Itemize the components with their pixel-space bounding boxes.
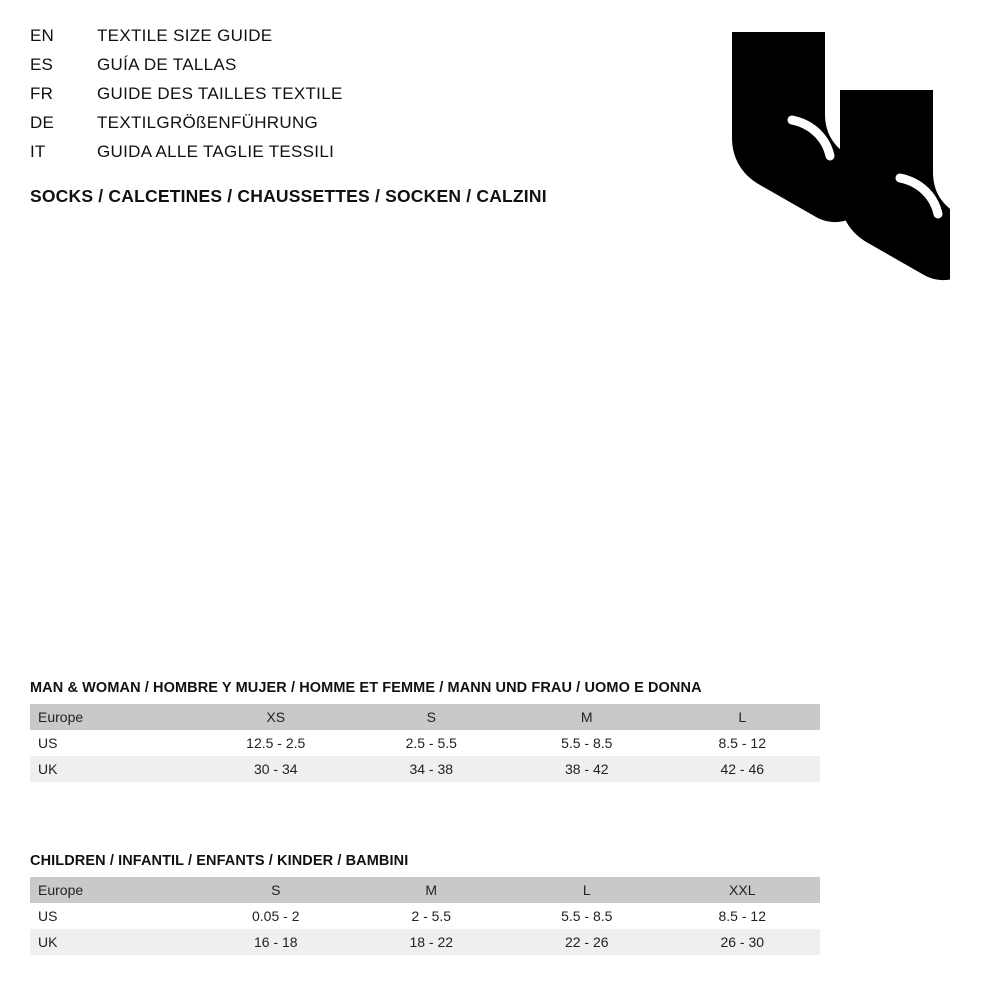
size-table-children-section [30, 853, 970, 955]
cell: S [354, 704, 510, 730]
size-table-children-title: CHILDREN / INFANTIL / ENFANTS / KINDER / BAMBINI [30, 853, 409, 869]
language-text-en: TEXTILE SIZE GUIDE [97, 26, 273, 45]
row-label: US [30, 730, 198, 756]
cell: 5.5 - 8.5 [509, 730, 665, 756]
language-code-es: ES [30, 55, 54, 74]
cell: 38 - 42 [509, 756, 665, 782]
cell: 8.5 - 12 [665, 903, 821, 929]
row-label: US [30, 903, 198, 929]
cell: 22 - 26 [509, 929, 665, 955]
language-text-es: GUÍA DE TALLAS [97, 55, 237, 74]
table-row [30, 704, 820, 730]
cell: 8.5 - 12 [665, 730, 821, 756]
cell: 34 - 38 [354, 756, 510, 782]
row-label: Europe [30, 877, 198, 903]
language-code-de: DE [30, 113, 55, 132]
cell: S [198, 877, 354, 903]
cell: 2.5 - 5.5 [354, 730, 510, 756]
cell: M [354, 877, 510, 903]
language-code-it: IT [30, 142, 46, 161]
cell: 12.5 - 2.5 [198, 730, 354, 756]
row-label: UK [30, 756, 198, 782]
cell: 5.5 - 8.5 [509, 903, 665, 929]
table-row [30, 903, 820, 929]
table-row [30, 730, 820, 756]
cell: L [665, 704, 821, 730]
size-table-man-woman-title: MAN & WOMAN / HOMBRE Y MUJER / HOMME ET FEMME / MANN UND FRAU / UOMO E DONNA [30, 680, 702, 696]
cell: 30 - 34 [198, 756, 354, 782]
language-row-it [30, 142, 670, 171]
table-row [30, 877, 820, 903]
cell: 42 - 46 [665, 756, 821, 782]
table-row [30, 756, 820, 782]
language-row-fr [30, 84, 670, 113]
size-table-children [30, 877, 820, 955]
language-list [30, 26, 670, 171]
cell: XXL [665, 877, 821, 903]
language-row-en [30, 26, 670, 55]
cell: 2 - 5.5 [354, 903, 510, 929]
socks-illustration [680, 28, 950, 290]
cell: XS [198, 704, 354, 730]
language-text-it: GUIDA ALLE TAGLIE TESSILI [97, 142, 335, 161]
language-text-fr: GUIDE DES TAILLES TEXTILE [97, 84, 343, 103]
language-code-en: EN [30, 26, 55, 45]
language-row-de [30, 113, 670, 142]
language-code-fr: FR [30, 84, 54, 103]
cell: 26 - 30 [665, 929, 821, 955]
row-label: UK [30, 929, 198, 955]
size-table-man-woman [30, 704, 820, 782]
language-text-de: TEXTILGRÖßENFÜHRUNG [97, 113, 319, 132]
cell: M [509, 704, 665, 730]
cell: L [509, 877, 665, 903]
table-row [30, 929, 820, 955]
size-table-man-woman-section [30, 680, 970, 782]
cell: 16 - 18 [198, 929, 354, 955]
page-title: SOCKS / CALCETINES / CHAUSSETTES / SOCKEN / CALZINI [30, 186, 547, 206]
cell: 0.05 - 2 [198, 903, 354, 929]
language-row-es [30, 55, 670, 84]
cell: 18 - 22 [354, 929, 510, 955]
row-label: Europe [30, 704, 198, 730]
sock-shape-front [840, 90, 950, 280]
